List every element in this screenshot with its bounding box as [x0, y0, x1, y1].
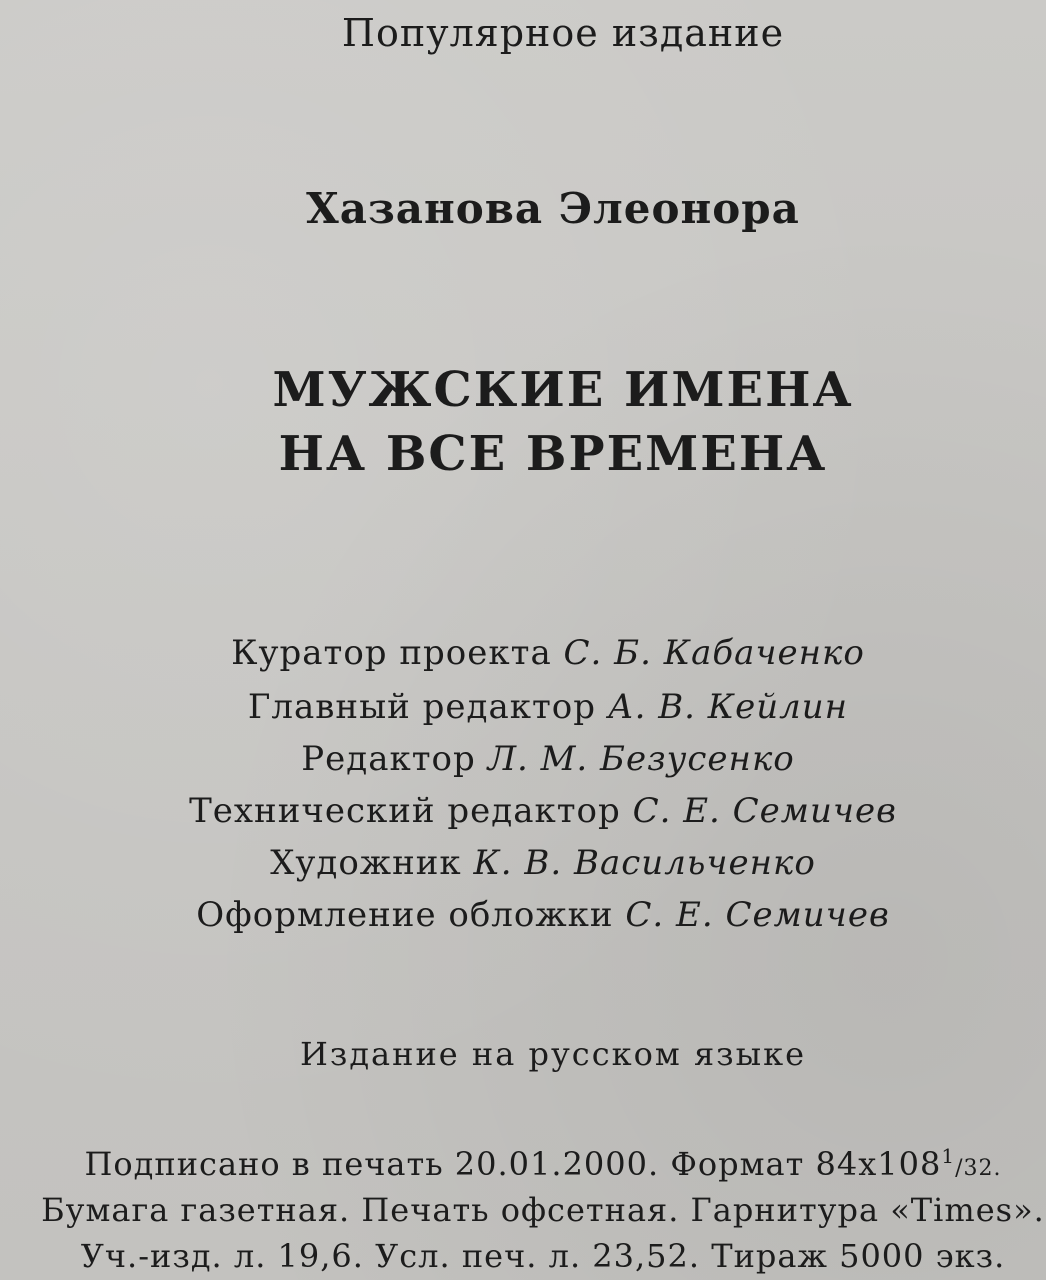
book-title-line-2: НА ВСЕ ВРЕМЕНА [278, 426, 828, 482]
credit-chief-editor [0, 687, 1046, 727]
credit-role: Оформление обложки [196, 895, 614, 935]
credit-person: С. Е. Семичев [625, 895, 890, 935]
credit-person: Л. М. Безусенко [487, 739, 795, 779]
author-name: Хазанова Элеонора [306, 184, 800, 233]
format-fraction-numerator: 1 [941, 1144, 956, 1168]
credit-person: С. Б. Кабаченко [563, 633, 865, 673]
credit-artist [0, 843, 1046, 883]
imprint-print-date-format: Подписано в печать 20.01.2000. Формат 84x108 [84, 1145, 942, 1183]
credit-role: Главный редактор [247, 687, 597, 727]
language-note: Издание на русском языке [299, 1035, 806, 1073]
book-title-line-1: МУЖСКИЕ ИМЕНА [272, 362, 854, 418]
series-label: Популярное издание [341, 11, 785, 55]
credit-editor [0, 739, 1046, 779]
imprint-line-1 [0, 1144, 1046, 1183]
credit-technical-editor [0, 791, 1046, 831]
credit-person: С. Е. Семичев [632, 791, 897, 831]
credit-person: К. В. Васильченко [473, 843, 816, 883]
credit-role: Куратор проекта [231, 633, 552, 673]
format-fraction-denominator: /32. [955, 1156, 1002, 1181]
imprint-line-2: Бумага газетная. Печать офсетная. Гарнитура «Times». [41, 1191, 1045, 1229]
credit-person: А. В. Кейлин [607, 687, 849, 727]
credit-curator [0, 633, 1046, 673]
credit-role: Технический редактор [189, 791, 621, 831]
credit-role: Художник [270, 843, 462, 883]
credit-role: Редактор [301, 739, 476, 779]
imprint-line-3: Уч.-изд. л. 19,6. Усл. печ. л. 23,52. Тираж 5000 экз. [80, 1237, 1006, 1275]
credit-cover-design [0, 895, 1046, 935]
